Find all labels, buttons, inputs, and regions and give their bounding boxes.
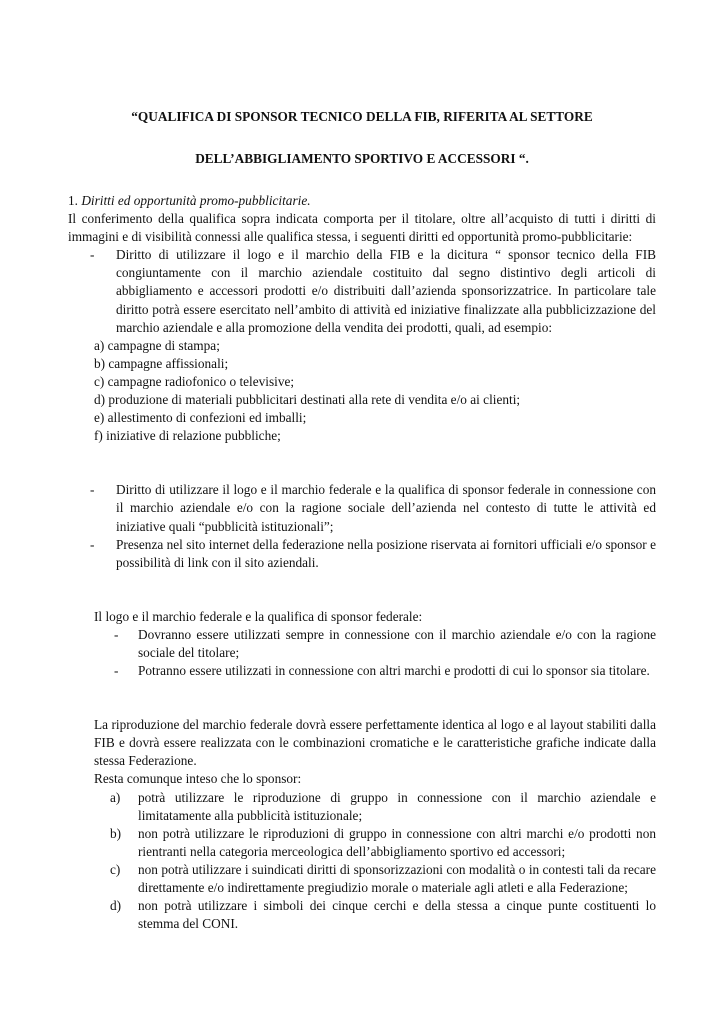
condition-text: non potrà utilizzare i simboli dei cinque cerchi e della stessa a cinque punte costituenti lo stemma del CONI. bbox=[138, 898, 656, 932]
condition-item bbox=[110, 897, 656, 933]
dash-item bbox=[90, 246, 656, 336]
condition-marker: b) bbox=[110, 825, 122, 841]
dash-marker: - bbox=[114, 626, 119, 642]
dash-item bbox=[90, 536, 656, 572]
logo-item bbox=[114, 626, 656, 662]
example-item: c) campagne radiofonico o televisive; bbox=[94, 373, 295, 389]
logo-item-text: Dovranno essere utilizzati sempre in connessione con il marchio aziendale e/o con la ragione sociale del titolare; bbox=[138, 626, 656, 660]
title-line-1: “QUALIFICA DI SPONSOR TECNICO DELLA FIB, RIFERITA AL SETTORE bbox=[131, 109, 593, 124]
section-title: Diritti ed opportunità promo-pubblicitarie. bbox=[81, 193, 311, 208]
condition-item bbox=[110, 861, 656, 897]
dash-marker: - bbox=[90, 482, 95, 498]
reproduction-section bbox=[68, 716, 656, 933]
condition-text: non potrà utilizzare le riproduzioni di gruppo in connessione con altri marchi e/o prodotti non rientranti nella categoria merceologica dell’abbigliamento sportivo ed accessori; bbox=[138, 825, 656, 859]
condition-item bbox=[110, 789, 656, 825]
dash-item bbox=[90, 481, 656, 535]
reproduction-intro: Resta comunque inteso che lo sponsor: bbox=[94, 771, 302, 787]
section-1-heading bbox=[68, 192, 656, 210]
section-1 bbox=[68, 192, 656, 572]
example-item: e) allestimento di confezioni ed imballi; bbox=[94, 410, 307, 426]
condition-marker: d) bbox=[110, 898, 122, 914]
example-item: b) campagne affissionali; bbox=[94, 355, 229, 371]
condition-item bbox=[110, 825, 656, 861]
section-1-intro: Il conferimento della qualifica sopra indicata comporta per il titolare, oltre all’acquisto di tutti i diritti di immagini e di visibilità connessi alle qualifica stessa, i seguenti diritti ed opportunità promo-pubblicitarie: bbox=[68, 211, 656, 245]
logo-item bbox=[114, 662, 656, 680]
example-item: f) iniziative di relazione pubbliche; bbox=[94, 428, 281, 444]
dash-item-text: Diritto di utilizzare il logo e il marchio della FIB e la dicitura “ sponsor tecnico della FIB congiuntamente con il marchio aziendale costituito dal segno distintivo degli articoli di abbigliamento e accessori prodotti e/o distribuiti dall’azienda sponsorizzatrice. In particolare tale diritto potrà essere esercitato nell’ambito di attività ed iniziative finalizzate alla pubblicizzazione del marchio aziendale e alla promozione della vendita dei prodotti, quali, ad esempio: bbox=[116, 247, 656, 335]
dash-marker: - bbox=[90, 247, 95, 263]
condition-text: potrà utilizzare le riproduzione di gruppo in connessione con il marchio aziendale e limitatamente alla pubblicità istituzionale; bbox=[138, 789, 656, 823]
title-line-2: DELL’ABBIGLIAMENTO SPORTIVO E ACCESSORI “. bbox=[195, 151, 529, 166]
section-number: 1. bbox=[68, 193, 78, 208]
logo-section bbox=[68, 608, 656, 680]
dash-item-text: Diritto di utilizzare il logo e il marchio federale e la qualifica di sponsor federale in connessione con il marchio aziendale e/o con la ragione sociale dell’azienda nel contesto di tutte le attività ed iniziative quali “pubblicità istituzionali”; bbox=[116, 482, 656, 534]
reproduction-text: La riproduzione del marchio federale dovrà essere perfettamente identica al logo e al layout stabiliti dalla FIB e dovrà essere realizzata con le combinazioni cromatiche e le caratteristiche grafiche indicate dalla stessa Federazione. bbox=[94, 717, 656, 769]
condition-text: non potrà utilizzare i suindicati diritti di sponsorizzazioni con modalità o in contesti tali da recare direttamente e/o indirettamente pregiudizio morale o materiale agli atleti e alla Federazione; bbox=[138, 861, 656, 895]
logo-item-text: Potranno essere utilizzati in connessione con altri marchi e prodotti di cui lo sponsor sia titolare. bbox=[138, 663, 650, 679]
example-item: a) campagne di stampa; bbox=[94, 337, 220, 353]
examples-list bbox=[94, 337, 656, 446]
logo-section-intro: Il logo e il marchio federale e la qualifica di sponsor federale: bbox=[94, 608, 423, 624]
condition-marker: c) bbox=[110, 861, 121, 877]
example-item: d) produzione di materiali pubblicitari destinati alla rete di vendita e/o ai clienti; bbox=[94, 392, 521, 408]
condition-marker: a) bbox=[110, 789, 121, 805]
dash-item-text: Presenza nel sito internet della federazione nella posizione riservata ai fornitori ufficiali e/o sponsor e possibilità di link con il sito aziendali. bbox=[116, 536, 656, 570]
dash-marker: - bbox=[90, 536, 95, 552]
dash-marker: - bbox=[114, 663, 119, 679]
